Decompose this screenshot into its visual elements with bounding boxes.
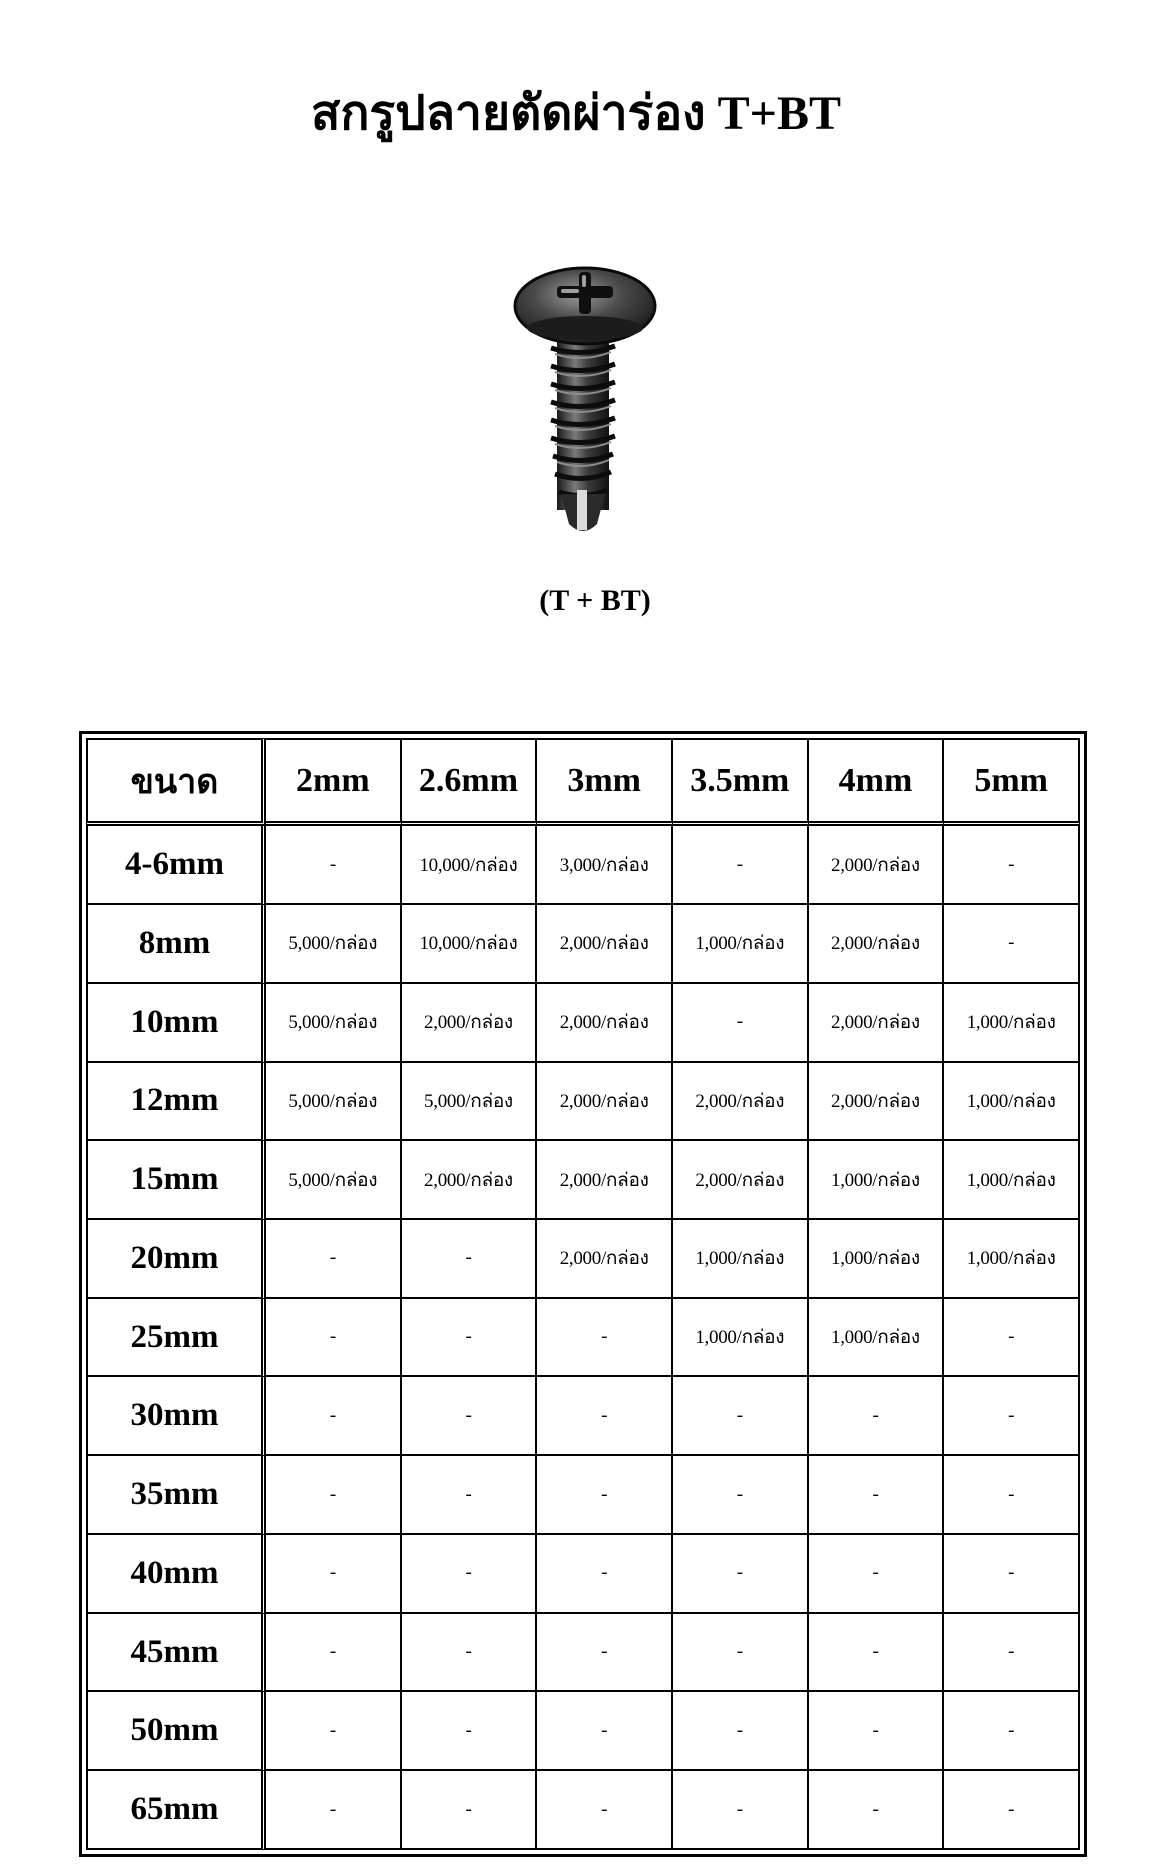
page-title: สกรูปลายตัดผ่าร่อง T+BT <box>311 87 841 140</box>
quantity-cell: - <box>673 826 809 905</box>
table-row <box>86 1377 1080 1456</box>
header-3mm: 3mm <box>537 738 673 826</box>
image-caption: (T + BT) <box>539 584 651 617</box>
quantity-cell: 1,000/กล่อง <box>809 1220 945 1299</box>
quantity-cell: 1,000/กล่อง <box>944 1220 1080 1299</box>
screw-icon <box>505 262 665 552</box>
quantity-cell: 2,000/กล่อง <box>537 905 673 984</box>
quantity-cell: - <box>402 1535 538 1614</box>
quantity-cell: - <box>809 1377 945 1456</box>
quantity-cell: - <box>537 1535 673 1614</box>
quantity-cell: - <box>537 1771 673 1850</box>
quantity-cell: - <box>537 1456 673 1535</box>
quantity-cell: - <box>266 1220 402 1299</box>
quantity-cell: 1,000/กล่อง <box>944 1141 1080 1220</box>
quantity-cell: - <box>809 1692 945 1771</box>
quantity-cell: 1,000/กล่อง <box>673 905 809 984</box>
quantity-cell: - <box>266 1771 402 1850</box>
quantity-cell: - <box>944 1771 1080 1850</box>
row-size-label: 8mm <box>86 905 266 984</box>
row-size-label: 20mm <box>86 1220 266 1299</box>
table-row <box>86 905 1080 984</box>
quantity-cell: - <box>673 1771 809 1850</box>
quantity-cell: - <box>944 1377 1080 1456</box>
size-table-body <box>86 738 1080 1850</box>
size-table <box>86 738 1080 1850</box>
row-size-label: 40mm <box>86 1535 266 1614</box>
header-2-6mm: 2.6mm <box>402 738 538 826</box>
size-table-frame <box>79 731 1087 1857</box>
table-row <box>86 1456 1080 1535</box>
quantity-cell: - <box>537 1692 673 1771</box>
row-size-label: 65mm <box>86 1771 266 1850</box>
quantity-cell: - <box>402 1377 538 1456</box>
table-header-row <box>86 738 1080 826</box>
quantity-cell: - <box>944 905 1080 984</box>
table-row <box>86 1141 1080 1220</box>
quantity-cell: 2,000/กล่อง <box>537 1063 673 1142</box>
quantity-cell: 2,000/กล่อง <box>402 984 538 1063</box>
quantity-cell: 10,000/กล่อง <box>402 826 538 905</box>
quantity-cell: 1,000/กล่อง <box>944 984 1080 1063</box>
row-size-label: 4-6mm <box>86 826 266 905</box>
quantity-cell: 2,000/กล่อง <box>809 826 945 905</box>
quantity-cell: 2,000/กล่อง <box>537 984 673 1063</box>
quantity-cell: - <box>809 1771 945 1850</box>
quantity-cell: 2,000/กล่อง <box>809 1063 945 1142</box>
quantity-cell: 2,000/กล่อง <box>537 1220 673 1299</box>
quantity-cell: - <box>402 1771 538 1850</box>
quantity-cell: - <box>673 1614 809 1693</box>
quantity-cell: 3,000/กล่อง <box>537 826 673 905</box>
screw-photo <box>505 262 665 552</box>
header-2mm: 2mm <box>266 738 402 826</box>
quantity-cell: - <box>809 1535 945 1614</box>
quantity-cell: 1,000/กล่อง <box>673 1220 809 1299</box>
quantity-cell: - <box>266 1456 402 1535</box>
row-size-label: 50mm <box>86 1692 266 1771</box>
quantity-cell: - <box>402 1456 538 1535</box>
header-3-5mm: 3.5mm <box>673 738 809 826</box>
quantity-cell: - <box>266 1535 402 1614</box>
quantity-cell: - <box>673 984 809 1063</box>
quantity-cell: - <box>537 1614 673 1693</box>
table-row <box>86 1063 1080 1142</box>
quantity-cell: 1,000/กล่อง <box>809 1141 945 1220</box>
quantity-cell: - <box>402 1614 538 1693</box>
row-size-label: 15mm <box>86 1141 266 1220</box>
table-row <box>86 1299 1080 1378</box>
quantity-cell: - <box>402 1692 538 1771</box>
quantity-cell: - <box>944 1535 1080 1614</box>
quantity-cell: 5,000/กล่อง <box>266 905 402 984</box>
table-row <box>86 826 1080 905</box>
quantity-cell: - <box>266 1377 402 1456</box>
quantity-cell: - <box>809 1456 945 1535</box>
table-row <box>86 1535 1080 1614</box>
quantity-cell: - <box>944 826 1080 905</box>
quantity-cell: - <box>266 1299 402 1378</box>
quantity-cell: - <box>673 1377 809 1456</box>
quantity-cell: 1,000/กล่อง <box>809 1299 945 1378</box>
quantity-cell: - <box>266 826 402 905</box>
quantity-cell: - <box>266 1614 402 1693</box>
quantity-cell: 5,000/กล่อง <box>402 1063 538 1142</box>
quantity-cell: - <box>673 1535 809 1614</box>
row-size-label: 30mm <box>86 1377 266 1456</box>
table-row <box>86 1692 1080 1771</box>
quantity-cell: - <box>402 1299 538 1378</box>
header-5mm: 5mm <box>944 738 1080 826</box>
quantity-cell: 5,000/กล่อง <box>266 1141 402 1220</box>
row-size-label: 25mm <box>86 1299 266 1378</box>
table-row <box>86 1771 1080 1850</box>
quantity-cell: - <box>944 1614 1080 1693</box>
quantity-cell: - <box>944 1456 1080 1535</box>
quantity-cell: - <box>673 1692 809 1771</box>
row-size-label: 12mm <box>86 1063 266 1142</box>
table-row <box>86 984 1080 1063</box>
row-size-label: 10mm <box>86 984 266 1063</box>
quantity-cell: - <box>809 1614 945 1693</box>
quantity-cell: 2,000/กล่อง <box>673 1141 809 1220</box>
quantity-cell: - <box>537 1299 673 1378</box>
quantity-cell: - <box>537 1377 673 1456</box>
header-size: ขนาด <box>86 738 266 826</box>
quantity-cell: - <box>673 1456 809 1535</box>
quantity-cell: 5,000/กล่อง <box>266 1063 402 1142</box>
row-size-label: 45mm <box>86 1614 266 1693</box>
table-row <box>86 1220 1080 1299</box>
quantity-cell: - <box>944 1692 1080 1771</box>
quantity-cell: 1,000/กล่อง <box>944 1063 1080 1142</box>
header-4mm: 4mm <box>809 738 945 826</box>
quantity-cell: 5,000/กล่อง <box>266 984 402 1063</box>
quantity-cell: 2,000/กล่อง <box>402 1141 538 1220</box>
quantity-cell: - <box>402 1220 538 1299</box>
quantity-cell: 2,000/กล่อง <box>537 1141 673 1220</box>
quantity-cell: 1,000/กล่อง <box>673 1299 809 1378</box>
quantity-cell: - <box>266 1692 402 1771</box>
quantity-cell: 2,000/กล่อง <box>673 1063 809 1142</box>
table-row <box>86 1614 1080 1693</box>
quantity-cell: 2,000/กล่อง <box>809 984 945 1063</box>
quantity-cell: - <box>944 1299 1080 1378</box>
row-size-label: 35mm <box>86 1456 266 1535</box>
quantity-cell: 10,000/กล่อง <box>402 905 538 984</box>
quantity-cell: 2,000/กล่อง <box>809 905 945 984</box>
